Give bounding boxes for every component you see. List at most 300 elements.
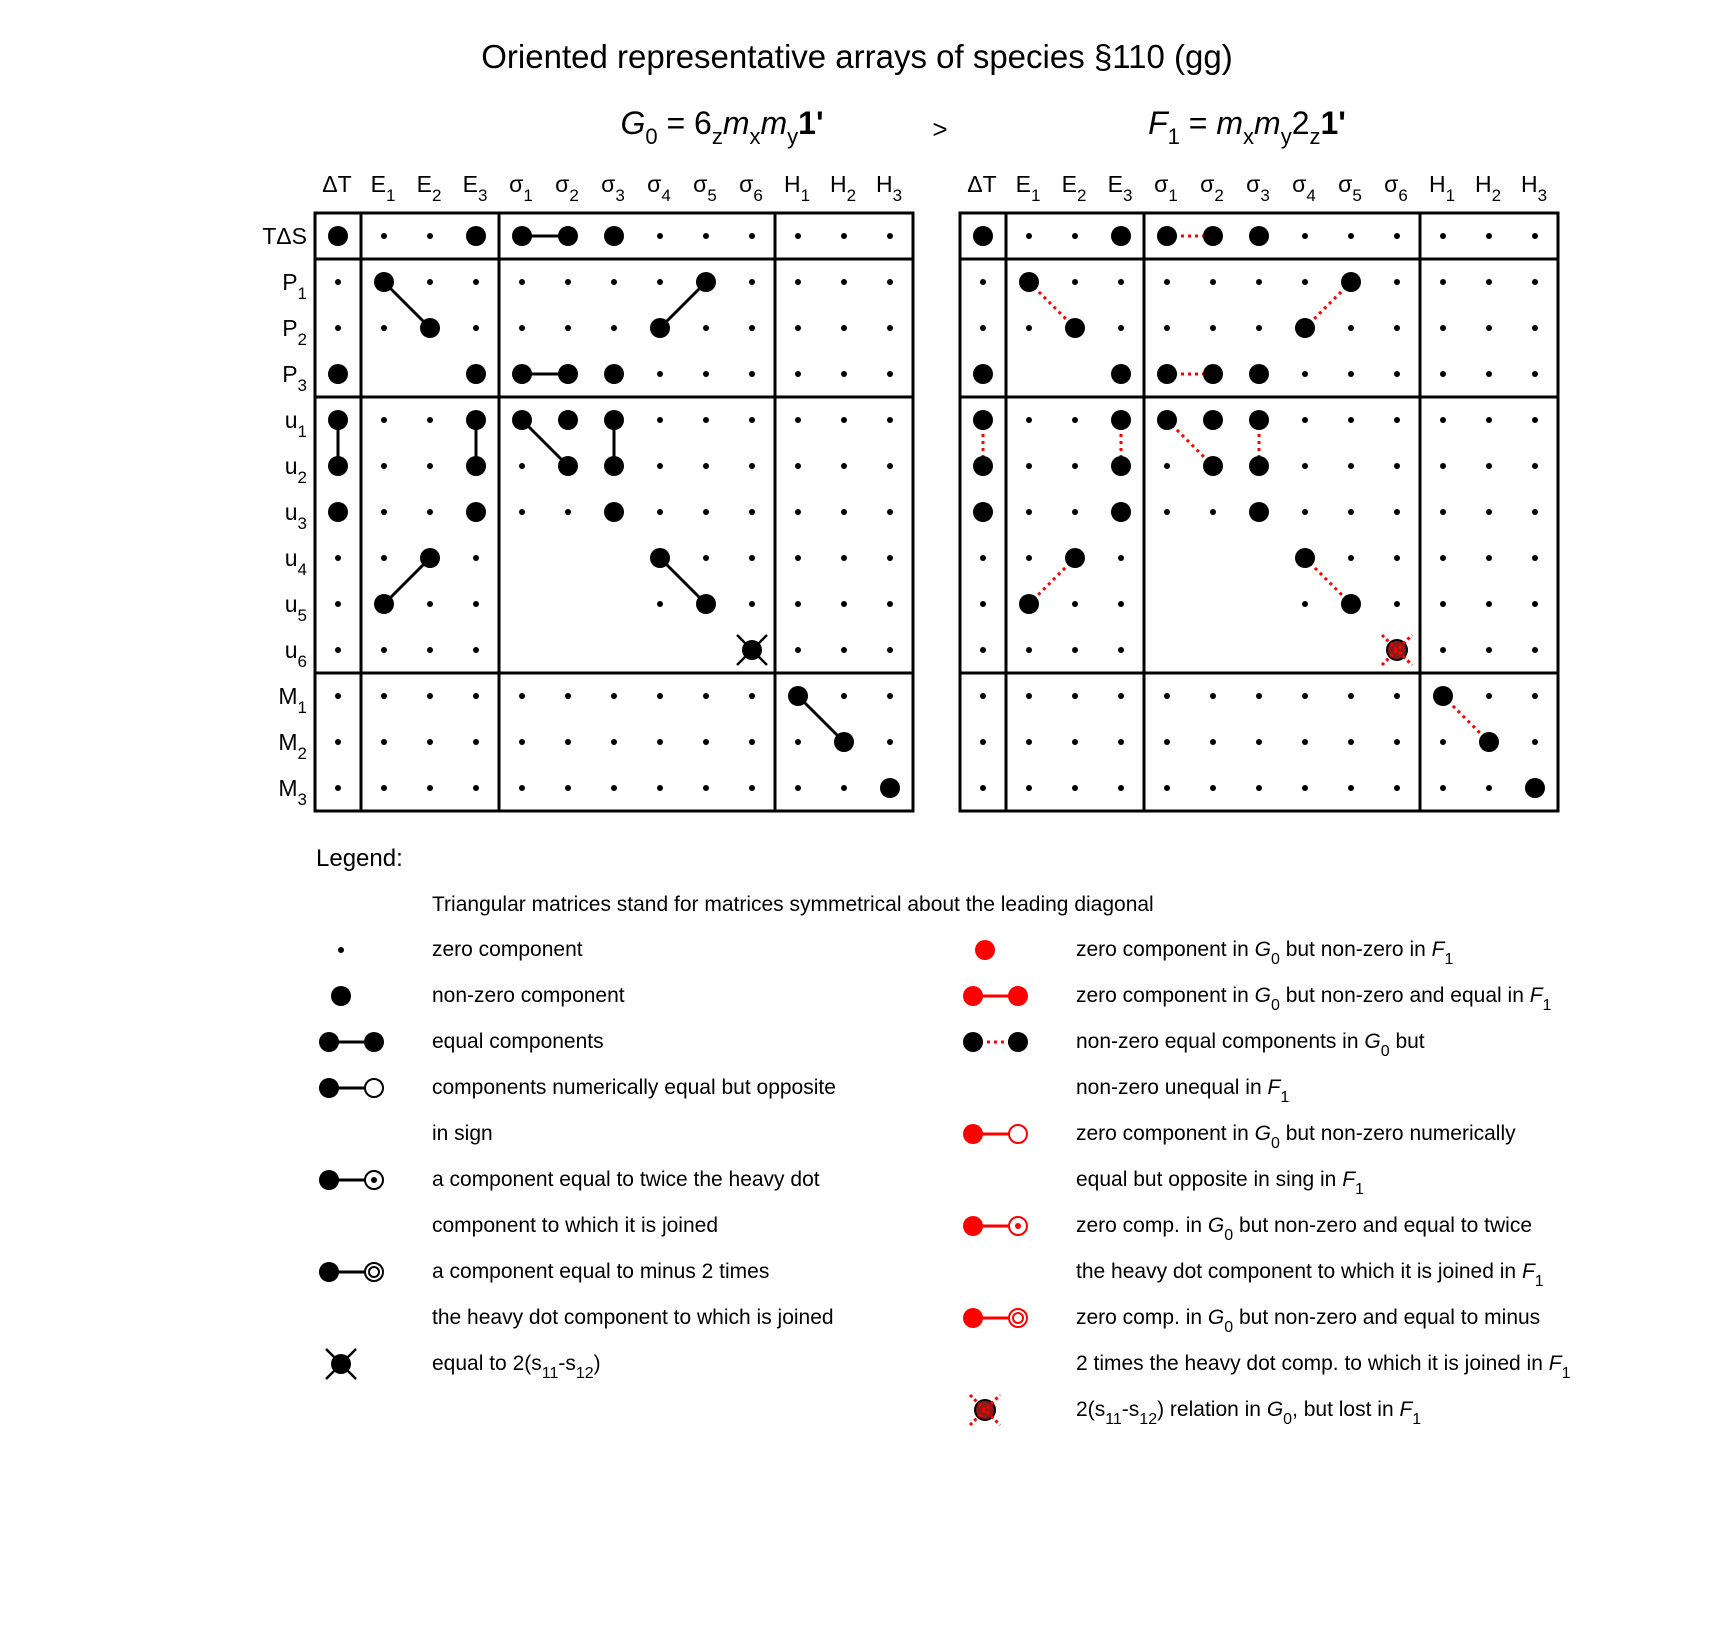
- zero-component: [749, 233, 755, 239]
- zero-component: [795, 785, 801, 791]
- zero-component: [980, 785, 986, 791]
- zero-component: [1486, 785, 1492, 791]
- legend-item-right-3: [963, 1122, 1516, 1198]
- nonzero-component: [512, 226, 532, 246]
- zero-component: [887, 555, 893, 561]
- nonzero-component: [604, 364, 624, 384]
- zero-component: [703, 693, 709, 699]
- legend-text: 2 times the heavy dot comp. to which it is joined in $F_1$: [1076, 1352, 1571, 1382]
- nonzero-component: [512, 410, 532, 430]
- zero-component: [703, 371, 709, 377]
- legend-text: zero comp. in $G_0$ but non-zero and equal to twice: [1076, 1214, 1533, 1244]
- row-header-u3: $u_3$: [284, 499, 307, 533]
- zero-component: [1256, 325, 1262, 331]
- zero-component: [749, 555, 755, 561]
- nonzero-component: [466, 364, 486, 384]
- zero-component: [657, 463, 663, 469]
- zero-component: [381, 555, 387, 561]
- zero-component: [519, 739, 525, 745]
- nonzero-component: [604, 502, 624, 522]
- legend-symbol-dotted-link: [963, 1032, 1028, 1052]
- zero-component: [1164, 693, 1170, 699]
- legend-symbol-lost-cross-dot: [970, 1395, 1000, 1425]
- zero-component: [1256, 739, 1262, 745]
- zero-component: [381, 325, 387, 331]
- zero-component: [1348, 371, 1354, 377]
- legend-text: in sign: [432, 1122, 493, 1145]
- nonzero-component: [1111, 502, 1131, 522]
- row-header-p1: $P_1$: [282, 269, 307, 303]
- zero-component: [1164, 509, 1170, 515]
- diagram-title: Oriented representative arrays of species §110 (gg): [481, 38, 1233, 75]
- nonzero-component: [1019, 272, 1039, 292]
- zero-component: [1026, 233, 1032, 239]
- column-header-δt: ΔT: [967, 171, 997, 197]
- zero-component: [887, 233, 893, 239]
- nonzero-component: [374, 594, 394, 614]
- legend-item-left-4: [319, 1168, 820, 1237]
- zero-component: [887, 647, 893, 653]
- nonzero-component: [1065, 548, 1085, 568]
- nonzero-component: [1111, 226, 1131, 246]
- column-header-e2: $E_2$: [416, 171, 442, 205]
- zero-component: [611, 785, 617, 791]
- row-header-p2: $P_2$: [282, 315, 307, 349]
- column-header-σ1: $\sigma_1$: [1154, 171, 1178, 205]
- zero-component: [427, 739, 433, 745]
- zero-component: [1394, 555, 1400, 561]
- zero-component: [795, 233, 801, 239]
- zero-component: [1440, 509, 1446, 515]
- column-header-σ6: $\sigma_6$: [1384, 171, 1408, 205]
- zero-component: [1532, 279, 1538, 285]
- zero-component: [1486, 417, 1492, 423]
- nonzero-component: [650, 548, 670, 568]
- left-matrix: [262, 171, 913, 811]
- row-header-u5: $u_5$: [284, 591, 307, 625]
- zero-component: [1026, 417, 1032, 423]
- legend-note: Triangular matrices stand for matrices symmetrical about the leading diagonal: [432, 893, 1154, 916]
- zero-component: [473, 785, 479, 791]
- zero-component: [1118, 555, 1124, 561]
- zero-component: [1210, 325, 1216, 331]
- zero-component: [657, 233, 663, 239]
- zero-component: [1118, 785, 1124, 791]
- legend-item-left-5: [319, 1260, 834, 1329]
- legend-symbol-red-equal-link: [963, 986, 1028, 1006]
- zero-component: [519, 279, 525, 285]
- zero-component: [1164, 279, 1170, 285]
- zero-component: [980, 647, 986, 653]
- zero-component: [1026, 325, 1032, 331]
- zero-component: [980, 279, 986, 285]
- zero-component: [1486, 601, 1492, 607]
- zero-component: [887, 509, 893, 515]
- zero-component: [1348, 325, 1354, 331]
- zero-component: [1440, 601, 1446, 607]
- zero-component: [1440, 417, 1446, 423]
- zero-component: [1394, 509, 1400, 515]
- nonzero-component: [1019, 594, 1039, 614]
- zero-component: [427, 233, 433, 239]
- zero-component: [473, 325, 479, 331]
- zero-component: [887, 693, 893, 699]
- zero-component: [427, 601, 433, 607]
- nonzero-component: [1249, 364, 1269, 384]
- nonzero-component: [466, 226, 486, 246]
- legend-heading: Legend:: [316, 845, 403, 872]
- zero-component: [1072, 509, 1078, 515]
- zero-component: [1486, 279, 1492, 285]
- zero-component: [1026, 647, 1032, 653]
- zero-component: [1164, 785, 1170, 791]
- zero-component: [795, 555, 801, 561]
- zero-component: [1394, 693, 1400, 699]
- zero-component: [703, 739, 709, 745]
- zero-component: [1072, 647, 1078, 653]
- zero-component: [473, 693, 479, 699]
- zero-component: [335, 739, 341, 745]
- zero-component: [1118, 647, 1124, 653]
- zero-component: [1486, 555, 1492, 561]
- zero-component: [1118, 601, 1124, 607]
- zero-component: [611, 693, 617, 699]
- zero-component: [749, 785, 755, 791]
- right-group-header: $F_1 = m_xm_y2_z1'$: [1148, 105, 1346, 149]
- legend-symbol-red-twice-link: [963, 1216, 1027, 1236]
- legend-text: zero comp. in $G_0$ but non-zero and equal to minus: [1076, 1306, 1541, 1336]
- zero-component: [1072, 279, 1078, 285]
- nonzero-component: [696, 594, 716, 614]
- nonzero-component: [1203, 364, 1223, 384]
- zero-component: [795, 647, 801, 653]
- zero-component: [841, 785, 847, 791]
- legend-symbol-twice-link: [319, 1170, 383, 1190]
- zero-component: [381, 785, 387, 791]
- nonzero-component: [1433, 686, 1453, 706]
- legend-symbol-red-minus-two-link: [963, 1308, 1027, 1328]
- zero-component: [1072, 601, 1078, 607]
- column-header-h2: $H_2$: [829, 171, 857, 205]
- zero-component: [1026, 463, 1032, 469]
- nonzero-component: [328, 502, 348, 522]
- zero-component: [473, 739, 479, 745]
- legend-symbol-opposite-link: [319, 1078, 383, 1098]
- cross-mark: [326, 1349, 356, 1379]
- zero-component: [657, 739, 663, 745]
- zero-component: [795, 371, 801, 377]
- zero-component: [1532, 693, 1538, 699]
- zero-component: [657, 601, 663, 607]
- zero-component: [795, 509, 801, 515]
- nonzero-component: [1295, 318, 1315, 338]
- nonzero-component: [1157, 410, 1177, 430]
- zero-component: [1394, 463, 1400, 469]
- zero-component: [657, 785, 663, 791]
- zero-component: [1210, 739, 1216, 745]
- zero-component: [887, 601, 893, 607]
- zero-component: [1394, 325, 1400, 331]
- zero-component: [1532, 371, 1538, 377]
- legend-text: zero component: [432, 938, 583, 961]
- zero-component: [887, 417, 893, 423]
- legend-item-right-2: [963, 1030, 1425, 1106]
- nonzero-component: [604, 456, 624, 476]
- zero-component: [703, 785, 709, 791]
- zero-component: [795, 325, 801, 331]
- zero-component: [657, 693, 663, 699]
- legend-item-right-4: [963, 1214, 1544, 1290]
- nonzero-component: [604, 226, 624, 246]
- zero-component: [427, 509, 433, 515]
- zero-component: [1394, 233, 1400, 239]
- zero-component: [335, 555, 341, 561]
- zero-component: [980, 325, 986, 331]
- zero-component: [841, 555, 847, 561]
- column-header-h1: $H_1$: [783, 171, 811, 205]
- zero-component: [749, 371, 755, 377]
- legend-text: component to which it is joined: [432, 1214, 718, 1237]
- nonzero-component: [512, 364, 532, 384]
- zero-component: [795, 601, 801, 607]
- column-header-σ5: $\sigma_5$: [693, 171, 717, 205]
- zero-component: [1210, 509, 1216, 515]
- zero-component: [1486, 325, 1492, 331]
- zero-component: [795, 463, 801, 469]
- zero-component: [749, 693, 755, 699]
- zero-component: [1348, 509, 1354, 515]
- zero-component: [795, 417, 801, 423]
- row-header-u4: $u_4$: [284, 545, 307, 579]
- nonzero-component: [328, 364, 348, 384]
- zero-component: [1164, 463, 1170, 469]
- zero-component: [1026, 509, 1032, 515]
- zero-component: [1394, 785, 1400, 791]
- legend-text: zero component in $G_0$ but non-zero in $F_1$: [1076, 938, 1454, 968]
- legend-text: a component equal to twice the heavy dot: [432, 1168, 820, 1191]
- zero-component: [335, 693, 341, 699]
- column-header-σ2: $\sigma_2$: [1200, 171, 1224, 205]
- zero-component: [1302, 785, 1308, 791]
- zero-component: [565, 509, 571, 515]
- legend-symbol-minus-two-link: [319, 1262, 383, 1282]
- zero-component: [1210, 279, 1216, 285]
- zero-component: [1026, 693, 1032, 699]
- nonzero-component: [1203, 410, 1223, 430]
- nonzero-component: [973, 364, 993, 384]
- nonzero-component: [1249, 456, 1269, 476]
- column-header-e1: $E_1$: [370, 171, 396, 205]
- zero-component: [1302, 693, 1308, 699]
- zero-component: [841, 509, 847, 515]
- zero-component: [1302, 279, 1308, 285]
- zero-component: [841, 325, 847, 331]
- zero-component: [427, 279, 433, 285]
- zero-component: [1302, 739, 1308, 745]
- row-header-m3: $M_3$: [278, 775, 307, 809]
- legend-item-right-0: [975, 938, 1453, 968]
- zero-component: [1532, 739, 1538, 745]
- zero-component: [887, 739, 893, 745]
- zero-component: [1486, 463, 1492, 469]
- column-header-e3: $E_3$: [462, 171, 488, 205]
- zero-component: [841, 601, 847, 607]
- zero-component: [1072, 463, 1078, 469]
- zero-component: [1532, 463, 1538, 469]
- column-header-σ2: $\sigma_2$: [555, 171, 579, 205]
- column-header-σ4: $\sigma_4$: [1292, 171, 1316, 205]
- zero-component: [841, 279, 847, 285]
- zero-component: [381, 647, 387, 653]
- zero-component: [703, 555, 709, 561]
- zero-component: [1394, 601, 1400, 607]
- nonzero-component: [1479, 732, 1499, 752]
- zero-component: [749, 463, 755, 469]
- zero-component: [1256, 693, 1262, 699]
- nonzero-component: [374, 272, 394, 292]
- zero-component: [657, 371, 663, 377]
- zero-component: [473, 647, 479, 653]
- zero-component: [1532, 509, 1538, 515]
- zero-component: [980, 601, 986, 607]
- row-header-tδs: TΔS: [262, 223, 307, 249]
- group-relation: >: [932, 114, 948, 144]
- cross-mark: [737, 635, 767, 665]
- zero-component: [473, 555, 479, 561]
- zero-component: [335, 601, 341, 607]
- zero-component: [1394, 739, 1400, 745]
- zero-component: [1302, 417, 1308, 423]
- legend-text: the heavy dot component to which is joined: [432, 1306, 834, 1329]
- nonzero-component: [650, 318, 670, 338]
- zero-component: [427, 647, 433, 653]
- left-group-header: $G_0 = 6_zm_xm_y1'$: [620, 105, 824, 149]
- zero-component: [1302, 601, 1308, 607]
- zero-component: [703, 417, 709, 423]
- zero-component: [749, 509, 755, 515]
- zero-component: [1532, 417, 1538, 423]
- nonzero-component: [604, 410, 624, 430]
- zero-component: [1394, 279, 1400, 285]
- zero-component: [657, 509, 663, 515]
- legend-symbol-small-dot: [338, 947, 344, 953]
- nonzero-component: [420, 318, 440, 338]
- zero-component: [795, 739, 801, 745]
- zero-component: [381, 463, 387, 469]
- zero-component: [473, 279, 479, 285]
- zero-component: [1164, 325, 1170, 331]
- zero-component: [1532, 325, 1538, 331]
- zero-component: [519, 463, 525, 469]
- zero-component: [1532, 601, 1538, 607]
- nonzero-component: [973, 410, 993, 430]
- zero-component: [841, 417, 847, 423]
- nonzero-component: [834, 732, 854, 752]
- zero-component: [427, 417, 433, 423]
- zero-component: [1072, 785, 1078, 791]
- legend-text: zero component in $G_0$ but non-zero and equal in $F_1$: [1076, 984, 1552, 1014]
- legend-item-left-3: [319, 1076, 836, 1145]
- zero-component: [1348, 693, 1354, 699]
- zero-component: [887, 463, 893, 469]
- zero-component: [565, 693, 571, 699]
- zero-component: [980, 739, 986, 745]
- zero-component: [519, 693, 525, 699]
- nonzero-component: [1249, 502, 1269, 522]
- zero-component: [1210, 693, 1216, 699]
- zero-component: [1210, 785, 1216, 791]
- nonzero-component: [328, 410, 348, 430]
- legend-item-right-5: [963, 1306, 1571, 1382]
- row-header-u6: $u_6$: [284, 637, 307, 671]
- legend-item-left-0: [338, 938, 583, 961]
- legend-symbol-equal-link: [319, 1032, 384, 1052]
- zero-component: [1532, 647, 1538, 653]
- zero-component: [381, 739, 387, 745]
- legend-item-left-6: [326, 1349, 601, 1382]
- column-header-δt: ΔT: [322, 171, 352, 197]
- legend-item-left-2: [319, 1030, 604, 1053]
- legend-text: a component equal to minus 2 times: [432, 1260, 770, 1283]
- nonzero-component: [1111, 410, 1131, 430]
- legend-symbol-red-dot: [975, 940, 995, 960]
- legend-text: the heavy dot component to which it is joined in $F_1$: [1076, 1260, 1544, 1290]
- nonzero-component: [558, 226, 578, 246]
- zero-component: [565, 279, 571, 285]
- zero-component: [427, 693, 433, 699]
- zero-component: [1118, 279, 1124, 285]
- nonzero-component: [1249, 226, 1269, 246]
- zero-component: [887, 279, 893, 285]
- zero-component: [703, 325, 709, 331]
- zero-component: [887, 325, 893, 331]
- zero-component: [381, 509, 387, 515]
- zero-component: [1440, 463, 1446, 469]
- zero-component: [1026, 785, 1032, 791]
- column-header-σ3: $\sigma_3$: [601, 171, 625, 205]
- zero-component: [841, 233, 847, 239]
- zero-component: [1072, 739, 1078, 745]
- zero-component: [427, 463, 433, 469]
- nonzero-component: [558, 364, 578, 384]
- zero-component: [381, 417, 387, 423]
- nonzero-component: [1065, 318, 1085, 338]
- zero-component: [335, 647, 341, 653]
- zero-component: [703, 463, 709, 469]
- zero-component: [841, 463, 847, 469]
- legend-item-right-1: [963, 984, 1552, 1014]
- zero-component: [381, 233, 387, 239]
- legend-text: equal to $2(s_{11}-s_{12})$: [432, 1352, 601, 1382]
- zero-component: [841, 693, 847, 699]
- zero-component: [703, 509, 709, 515]
- zero-component: [1348, 417, 1354, 423]
- nonzero-component: [973, 456, 993, 476]
- zero-component: [1164, 739, 1170, 745]
- zero-component: [841, 371, 847, 377]
- zero-component: [657, 279, 663, 285]
- zero-component: [749, 417, 755, 423]
- zero-component: [1532, 233, 1538, 239]
- nonzero-component: [328, 456, 348, 476]
- zero-component: [1118, 325, 1124, 331]
- nonzero-component: [1525, 778, 1545, 798]
- zero-component: [565, 739, 571, 745]
- zero-component: [1072, 693, 1078, 699]
- nonzero-component: [1111, 456, 1131, 476]
- column-header-h3: $H_3$: [875, 171, 903, 205]
- legend-text: non-zero unequal in $F_1$: [1076, 1076, 1290, 1106]
